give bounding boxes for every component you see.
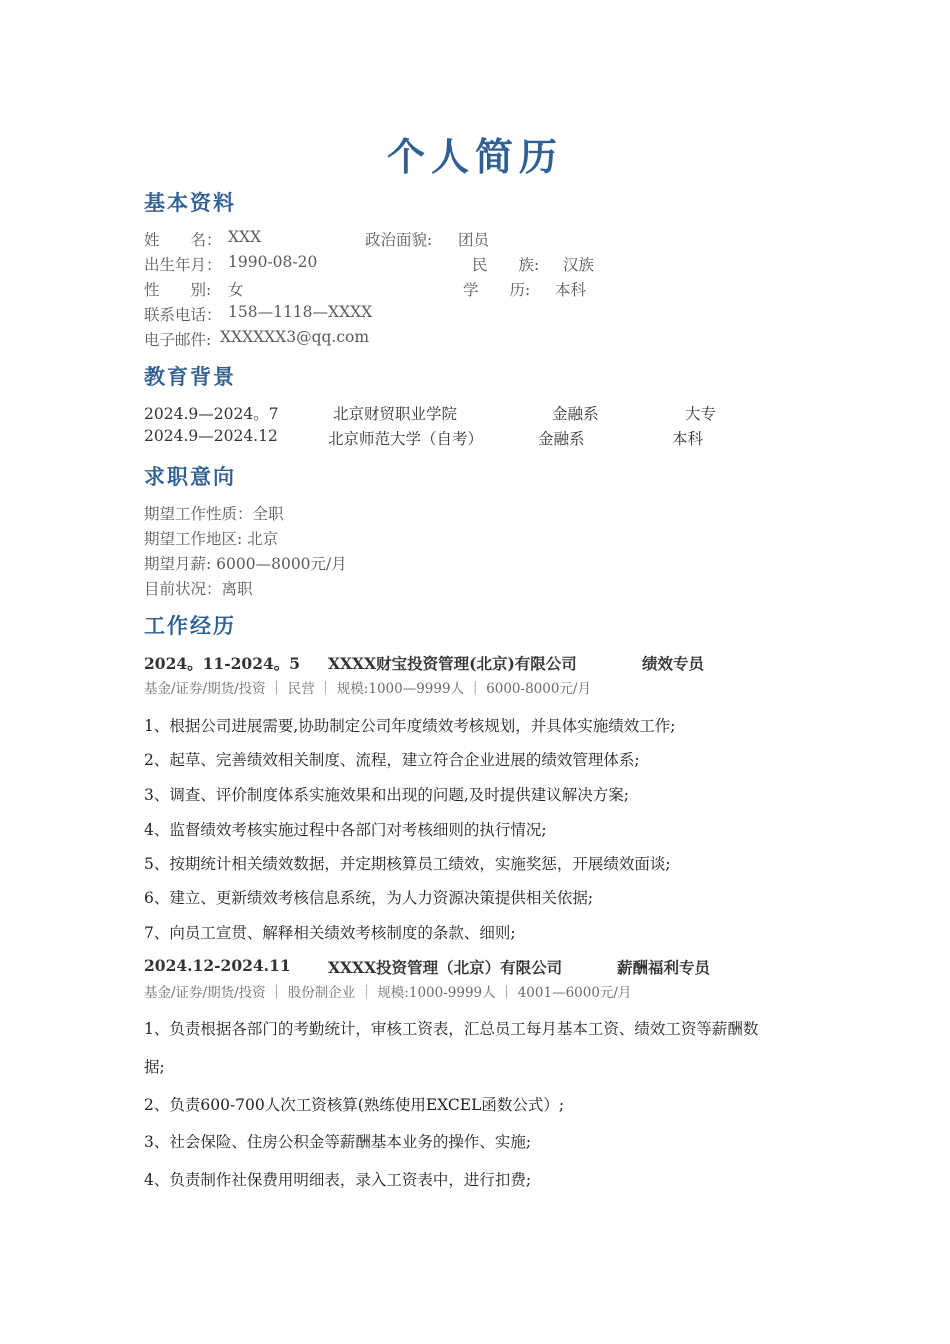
birth-label: 出生年月： [144, 256, 222, 274]
page-title: 个人简历 [386, 134, 563, 179]
duty-item: 1、负责根据各部门的考勤统计，审核工资表，汇总员工每月基本工资、绩效工资等薪酬数 [144, 1020, 759, 1038]
job-period: 2024.12-2024.11 [144, 956, 291, 975]
duty-item: 4、监督绩效考核实施过程中各部门对考核细则的执行情况; [144, 821, 547, 839]
section-heading-education: 教育背景 [144, 364, 236, 389]
job-position: 薪酬福利专员 [617, 958, 711, 977]
duty-item: 4、负责制作社保费用明细表，录入工资表中，进行扣费; [144, 1171, 532, 1189]
edu-dept: 金融系 [552, 405, 599, 423]
degree-label: 学 历: [463, 281, 531, 299]
ethnic-label: 民 族: [472, 256, 540, 274]
edu-period: 2024.9—2024。7 [144, 405, 279, 423]
intent-nature: 期望工作性质：全职 [144, 505, 284, 523]
section-heading-basic: 基本资料 [144, 190, 236, 215]
degree-value: 本科 [555, 281, 587, 299]
intent-salary: 期望月薪: 6000—8000元/月 [144, 555, 347, 573]
job-period: 2024。11-2024。5 [144, 654, 301, 673]
name-value: XXX [228, 228, 262, 246]
duty-item: 3、调查、评价制度体系实施效果和出现的问题,及时提供建议解决方案; [144, 786, 630, 804]
name-label: 姓 名： [144, 231, 222, 249]
duty-item: 据; [144, 1058, 165, 1076]
political-value: 团员 [458, 231, 490, 249]
duty-item: 5、按期统计相关绩效数据，并定期核算员工绩效，实施奖惩，开展绩效面谈; [144, 855, 671, 873]
duty-item: 7、向员工宣贯、解释相关绩效考核制度的条款、细则; [144, 924, 516, 942]
phone-label: 联系电话： [144, 306, 222, 324]
email-label: 电子邮件: [144, 331, 212, 349]
gender-value: 女 [228, 281, 244, 299]
duty-item: 6、建立、更新绩效考核信息系统，为人力资源决策提供相关依据; [144, 889, 594, 907]
duty-item: 2、负责600-700人次工资核算(熟练使用EXCEL函数公式）; [144, 1096, 565, 1114]
edu-level: 本科 [672, 430, 704, 448]
edu-level: 大专 [685, 405, 717, 423]
political-label: 政治面貌: [365, 231, 433, 249]
intent-region: 期望工作地区: 北京 [144, 530, 279, 548]
job-meta: 基金/证券/期货/投资 ｜ 民营 ｜ 规模:1000—9999人 ｜ 6000-8000元/月 [144, 681, 591, 697]
duty-item: 2、起草、完善绩效相关制度、流程，建立符合企业进展的绩效管理体系; [144, 751, 640, 769]
edu-dept: 金融系 [538, 430, 585, 448]
gender-label: 性 别: [144, 281, 212, 299]
ethnic-value: 汉族 [563, 256, 595, 274]
section-heading-work: 工作经历 [144, 613, 236, 638]
edu-school: 北京师范大学（自考） [328, 430, 484, 448]
duty-item: 1、根据公司进展需要,协助制定公司年度绩效考核规划，并具体实施绩效工作; [144, 717, 676, 735]
job-meta: 基金/证券/期货/投资 ｜ 股份制企业 ｜ 规模:1000-9999人 ｜ 4001—6000元/月 [144, 985, 632, 1001]
edu-period: 2024.9—2024.12 [144, 427, 278, 445]
job-company: XXXX财宝投资管理(北京)有限公司 [328, 654, 577, 673]
job-company: XXXX投资管理（北京）有限公司 [328, 958, 563, 977]
intent-status: 目前状况：离职 [144, 580, 253, 598]
edu-school: 北京财贸职业学院 [333, 405, 458, 423]
phone-value: 158—1118—XXXX [228, 303, 373, 321]
section-heading-intent: 求职意向 [144, 464, 236, 489]
job-position: 绩效专员 [642, 654, 705, 673]
email-value: XXXXXX3@qq.com [220, 328, 370, 346]
birth-value: 1990-08-20 [228, 253, 318, 271]
duty-item: 3、社会保险、住房公积金等薪酬基本业务的操作、实施; [144, 1133, 532, 1151]
